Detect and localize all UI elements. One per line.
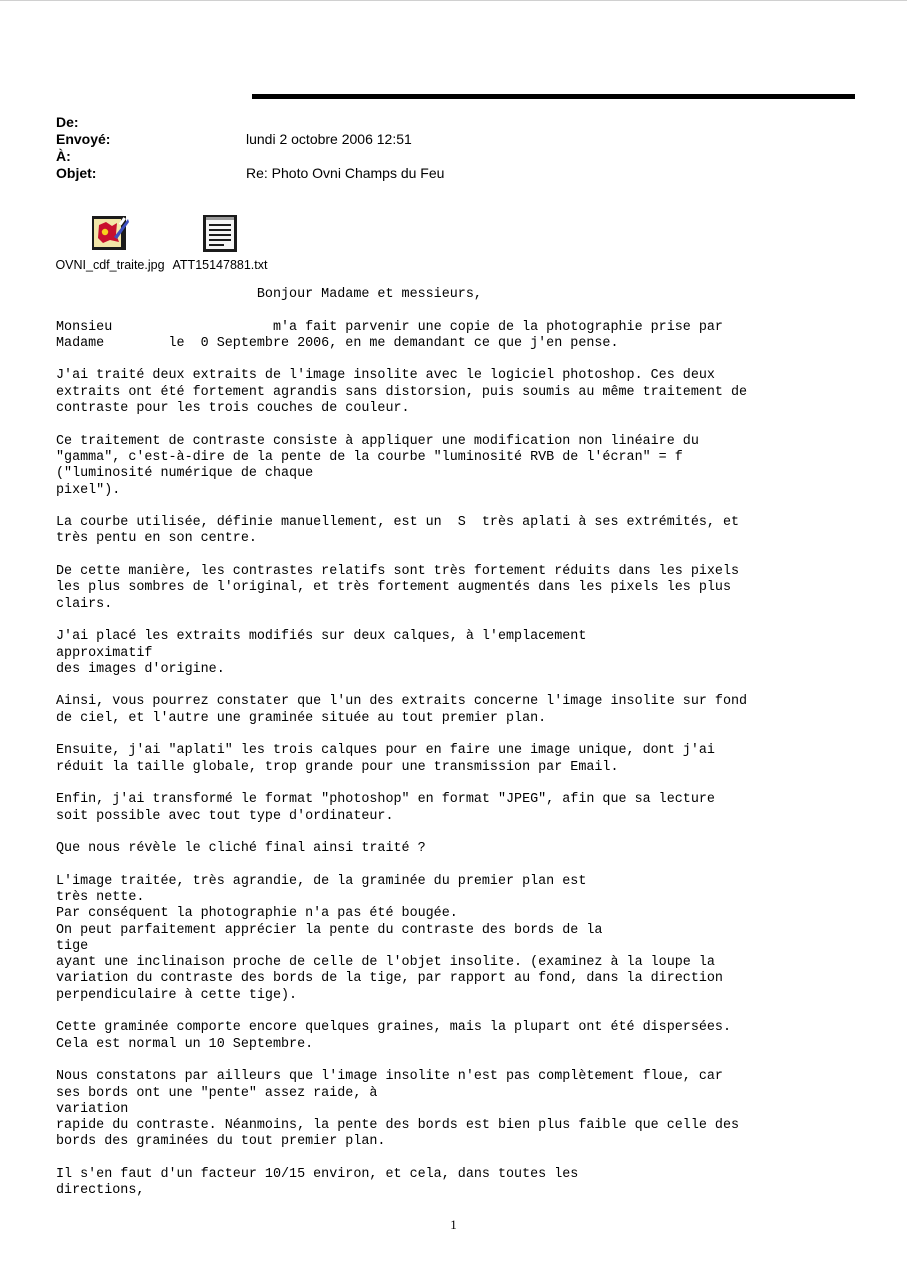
page-top-border xyxy=(0,0,907,1)
subject-label: Objet: xyxy=(56,165,97,181)
email-body: Bonjour Madame et messieurs, Monsieu m'a fait parvenir une copie de la photographie prise par Madame le 0 Septembre 2006, en me demandant ce que j'en pense. J'ai traité deux extraits de l'image insolite avec le logiciel photoshop. Ces deux extraits ont été fortement agrandis sans distorsion, puis soumis au même traitement de contraste pour les trois couches de couleur. Ce traitement de contraste consiste à appliquer une modification non linéaire du "gamma", c'est-à-dire de la pente de la courbe "luminosité RVB de l'écran" = f ("luminosité numérique de chaque pixel"). La courbe utilisée, définie manuellement, est un S très aplati à ses extrémités, et très pentu en son centre. De cette manière, les contrastes relatifs sont très fortement réduits dans les pixels les plus sombres de l'original, et très fortement augmentés dans les pixels les plus clairs. J'ai placé les extraits modifiés sur deux calques, à l'emplacement approximatif des images d'origine. Ainsi, vous pourrez constater que l'un des extraits concerne l'image insolite sur fond de ciel, et l'autre une graminée située au tout premier plan. Ensuite, j'ai "aplati" les trois calques pour en faire une image unique, dont j'ai réduit la taille globale, trop grande pour une transmission par Email. Enfin, j'ai transformé le format "photoshop" en format "JPEG", afin que sa lecture soit possible avec tout type d'ordinateur. Que nous révèle le cliché final ainsi traité ? L'image traitée, très agrandie, de la graminée du premier plan est très nette. Par conséquent la photographie n'a pas été bougée. On peut parfaitement apprécier la pente du contraste des bords de la tige ayant une inclinaison proche de celle de l'objet insolite. (examinez à la loupe la variation du contraste des bords de la tige, par rapport au fond, dans la direction perpendiculaire à cette tige). Cette graminée comporte encore quelques graines, mais la plupart ont été dispersées. Cela est normal un 10 Septembre. Nous constatons par ailleurs que l'image insolite n'est pas complètement floue, car ses bords ont une "pente" assez raide, à variation rapide du contraste. Néanmoins, la pente des bords est bien plus faible que celle des bords des graminées du tout premier plan. Il s'en faut d'un facteur 10/15 environ, et cela, dans toutes les directions, xyxy=(56,287,748,1199)
to-label: À: xyxy=(56,148,71,164)
header-separator-bar xyxy=(252,94,855,99)
sent-value: lundi 2 octobre 2006 12:51 xyxy=(246,131,412,147)
attachment-text[interactable] xyxy=(162,213,278,273)
from-label: De: xyxy=(56,114,79,130)
text-file-icon xyxy=(200,213,240,253)
attachment-image-name: OVNI_cdf_traite.jpg xyxy=(55,258,165,272)
image-file-icon xyxy=(90,213,130,253)
page-number: 1 xyxy=(450,1217,457,1232)
attachment-text-name: ATT15147881.txt xyxy=(172,258,268,272)
sent-label: Envoyé: xyxy=(56,131,111,147)
attachment-image[interactable] xyxy=(52,213,168,273)
subject-value: Re: Photo Ovni Champs du Feu xyxy=(246,165,445,181)
